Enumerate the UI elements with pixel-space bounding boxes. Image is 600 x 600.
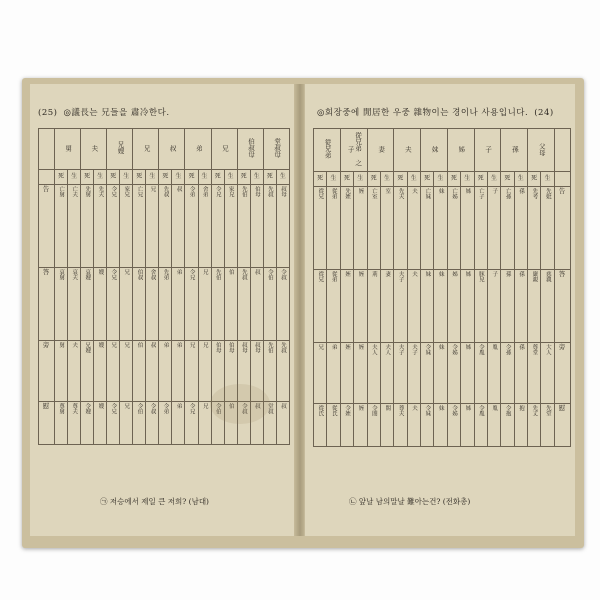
column-heading: 叔 [168,144,177,152]
cell-text: 伯叔 [136,269,143,280]
row-label: 旁 [39,341,55,402]
cell-text: 令兄 [188,403,195,414]
cell-text: 令弟 [188,186,195,197]
right-header-text: ◎회장중에 閒居한 우중 雜物이는 경이나 사용입니다. [317,108,529,118]
cell-text: 家兄 [123,186,130,197]
right-subheader-row [314,172,571,187]
column-heading: 姊 [457,145,466,153]
cell-text: 令姪 [344,405,351,417]
column-heading: 伯叔母 [246,138,255,158]
cell-text: 胤 [491,344,498,350]
cell-text: 姊 [464,344,471,350]
cell-text: 姊 [451,271,458,277]
left-subheader-row [39,170,290,185]
sub-cell: 死 [185,170,198,185]
cell-text: 兄 [188,342,195,348]
cell-text: 抱 [517,405,524,411]
cell-text: 亡夫 [71,186,78,197]
right-page-number: (24) [534,108,554,118]
cell-text: 令伯 [266,269,273,280]
cell-text: 先叔 [162,186,169,197]
cell-text: 嫂 [97,403,104,409]
cell-text: 先堂 [544,405,551,417]
cell-text: 豚兒 [477,271,484,283]
cell-text: 弟 [162,342,169,348]
column-heading: 舅 [64,144,73,152]
cell-text: 叔母 [280,186,287,197]
cell-text: 先叔 [240,269,247,280]
cell-text: 令抱 [504,405,511,417]
right-page-footer: ㉡ 앞날 남의말날 難아는건? (전화총) [349,497,471,506]
cell-text: 伯 [136,342,143,348]
sub-cell: 死 [237,170,250,185]
sub-cell: 死 [421,172,434,187]
sub-cell: 生 [327,172,340,187]
cell-text: 亡室 [370,188,377,200]
cell-text: 從氏 [330,405,337,417]
cell-text: 子 [491,271,498,277]
cell-text: 姊 [464,188,471,194]
right-row-2 [314,270,571,343]
cell-text: 子 [491,188,498,194]
cell-text: 妹 [437,405,444,411]
cell-text: 伯母 [227,342,234,353]
sub-cell: 生 [434,172,447,187]
sub-cell: 死 [55,170,68,185]
cell-text: 胤 [491,405,498,411]
cell-text: 夫 [410,271,417,277]
paper-stain [210,384,270,424]
cell-text: 哀嫂 [84,269,91,280]
cell-text: 姪 [357,405,364,411]
cell-text: 嫂 [97,342,104,348]
cell-text: 先妣 [544,188,551,200]
sub-cell: 生 [276,170,289,185]
cell-text: 令閤 [370,405,377,417]
sub-cell: 死 [501,172,514,187]
sub-cell: 死 [159,170,172,185]
sub-cell: 生 [146,170,159,185]
right-kinship-table [313,128,571,447]
left-page-number: (25) [38,108,58,118]
cell-text: 從弟 [330,271,337,283]
cell-text: 令妹 [424,344,431,356]
row-label: 告 [555,187,571,270]
column-heading: 兄 [220,144,229,152]
cell-text: 姪 [357,344,364,350]
sub-cell: 生 [198,170,211,185]
row-label: 答 [39,268,55,341]
sub-cell: 死 [474,172,487,187]
cell-text: 尊舅 [58,403,65,414]
cell-text: 兄 [123,269,130,275]
left-table-header-row [39,129,290,170]
sub-cell: 生 [224,170,237,185]
cell-text: 叔 [280,403,287,409]
cell-text: 亡姊 [451,188,458,200]
cell-text: 舍叔 [149,269,156,280]
cell-text: 兄 [110,342,117,348]
cell-text: 兄 [123,342,130,348]
cell-text: 令兄 [214,186,221,197]
cell-text: 伯 [227,269,234,275]
sub-cell: 死 [133,170,146,185]
cell-text: 姪 [357,188,364,194]
cell-text: 令嫂 [84,403,91,414]
right-page-header [317,106,554,118]
column-heading: 子 [484,145,493,153]
cell-text: 從兄 [317,271,324,283]
corner-cell [555,129,571,172]
right-table-header-row [314,129,571,172]
cell-text: 叔 [149,342,156,348]
right-page [304,84,575,536]
cell-text: 先丈 [531,405,538,417]
cell-text: 從弟 [330,188,337,200]
cell-text: 夫 [71,342,78,348]
cell-text: 先伯 [266,342,273,353]
row-label: 告 [39,185,55,268]
column-heading: 妹 [430,145,439,153]
sub-cell: 生 [487,172,500,187]
cell-text: 姪 [344,344,351,350]
cell-text: 叔母 [240,342,247,353]
left-page [30,84,297,536]
cell-text: 弟 [330,344,337,350]
cell-text: 姊 [464,405,471,411]
cell-text: 兄 [149,186,156,192]
cell-text: 令兄 [110,186,117,197]
cell-text: 兄 [317,344,324,350]
cell-text: 舍弟 [201,186,208,197]
cell-text: 令兄 [110,269,117,280]
left-row-2 [39,268,290,341]
sub-cell: 死 [340,172,353,187]
row-label: 慰 [39,402,55,445]
cell-text: 孫 [504,271,511,277]
sub-cell: 死 [394,172,407,187]
cell-text: 夫子 [397,271,404,283]
cell-text: 弟 [175,403,182,409]
cell-text: 姪 [357,271,364,277]
cell-text: 夫 [410,405,417,411]
cell-text: 夫子 [397,344,404,356]
cell-text: 先夫 [97,186,104,197]
cell-text: 尊夫 [71,403,78,414]
cell-text: 閤 [384,405,391,411]
cell-text: 先考 [531,188,538,200]
sub-cell: 生 [380,172,393,187]
cell-text: 嫂 [97,269,104,275]
cell-text: 令伯 [214,403,221,414]
cell-text: 夫 [410,188,417,194]
cell-text: 妹 [437,188,444,194]
column-heading: 夫 [90,144,99,152]
cell-text: 從氏 [317,405,324,417]
sub-cell: 生 [407,172,420,187]
right-row-4 [314,404,571,447]
column-heading: 兄嫂 [116,141,125,155]
cell-text: 亡兄 [136,186,143,197]
cell-text: 嚴親 [531,271,538,283]
sub-cell: 生 [172,170,185,185]
sub-cell: 生 [68,170,81,185]
cell-text: 先伯 [214,269,221,280]
sub-cell: 死 [528,172,541,187]
row-label: 旁 [555,343,571,404]
left-page-header [38,106,170,118]
cell-text: 荊 [370,271,377,277]
cell-text: 室 [384,188,391,194]
cell-text: 令伯 [136,403,143,414]
cell-text: 兄 [201,403,208,409]
left-row-1 [39,185,290,268]
cell-text: 令兄 [110,403,117,414]
cell-text: 孫 [517,188,524,194]
left-page-footer: ㉠ 저승에서 제일 큰 저희? (남대) [100,497,209,506]
cell-text: 伯 [227,403,234,409]
column-heading: 從兄弟 [323,139,332,159]
sub-cell: 死 [367,172,380,187]
column-heading: 從兄弟 之子 [346,132,363,166]
column-heading: 堂叔母 [273,138,282,158]
cell-text: 舅 [58,342,65,348]
cell-text: 兄 [123,403,130,409]
column-heading: 父母 [537,142,546,156]
cell-text: 尊堂 [531,344,538,356]
cell-text: 弟 [175,269,182,275]
cell-text: 夫人 [370,344,377,356]
cell-text: 令胤 [477,405,484,417]
cell-text: 令姊 [451,405,458,417]
cell-text: 兄 [201,342,208,348]
left-header-text: ◎議長는 兄들을 肅冷한다. [63,108,170,118]
column-heading: 兄 [142,144,151,152]
cell-text: 令胤 [477,344,484,356]
right-row-3 [314,343,571,404]
cell-text: 亡孫 [504,188,511,200]
cell-text: 姪 [344,271,351,277]
cell-text: 伯母 [214,342,221,353]
cell-text: 夫子 [410,344,417,356]
cell-text: 亡妹 [424,188,431,200]
sub-cell: 生 [354,172,367,187]
cell-text: 令妹 [424,405,431,417]
sub-cell: 死 [314,172,327,187]
cell-text: 令叔 [240,403,247,414]
cell-text: 叔 [175,186,182,192]
sub-cell: 死 [211,170,224,185]
sub-cell: 死 [107,170,120,185]
cell-text: 家兄 [227,186,234,197]
cell-text: 妹 [437,344,444,350]
cell-text: 先夫 [397,188,404,200]
sub-cell: 死 [447,172,460,187]
cell-text: 先弟 [162,269,169,280]
column-heading: 夫 [403,145,412,153]
sub-cell: 死 [263,170,276,185]
cell-text: 叔母 [253,342,260,353]
cell-text: 令孫 [504,344,511,356]
sub-cell: 死 [81,170,94,185]
cell-text: 叔 [253,403,260,409]
cell-text: 先舅 [84,186,91,197]
sub-cell: 生 [461,172,474,187]
cell-text: 慈親 [544,271,551,283]
sub-cell: 生 [250,170,263,185]
column-heading: 妻 [377,145,386,153]
cell-text: 弟 [175,342,182,348]
sub-cell: 生 [514,172,527,187]
cell-text: 令姊 [451,344,458,356]
cell-text: 亡子 [477,188,484,200]
cell-text: 伯母 [253,186,260,197]
cell-text: 哀夫 [71,269,78,280]
cell-text: 尊夫 [397,405,404,417]
cell-text: 令弟 [162,403,169,414]
cell-text: 堂叔 [266,403,273,414]
cell-text: 孫 [517,344,524,350]
cell-text: 先叔 [266,186,273,197]
cell-text: 兄嫂 [84,342,91,353]
cell-text: 叔 [253,269,260,275]
row-label: 慰 [555,404,571,447]
cell-text: 令兄 [188,269,195,280]
cell-text: 夫人 [384,344,391,356]
cell-text: 從兄 [317,188,324,200]
right-row-1 [314,187,571,270]
row-label: 答 [555,270,571,343]
cell-text: 先伯 [240,186,247,197]
cell-text: 孫 [517,271,524,277]
cell-text: 妹 [424,271,431,277]
cell-text: 先姪 [344,188,351,200]
cell-text: 妻 [384,271,391,277]
cell-text: 哀舅 [58,269,65,280]
cell-text: 令叔 [149,403,156,414]
cell-text: 兄 [201,269,208,275]
column-heading: 孫 [510,145,519,153]
cell-text: 令叔 [280,269,287,280]
cell-text: 大人 [544,344,551,356]
sub-cell: 生 [541,172,555,187]
cell-text: 先叔 [280,342,287,353]
cell-text: 姊 [464,271,471,277]
sub-cell: 生 [94,170,107,185]
column-heading: 弟 [194,144,203,152]
cell-text: 亡舅 [58,186,65,197]
sub-cell: 生 [120,170,133,185]
cell-text: 妹 [437,271,444,277]
corner-cell [39,129,55,170]
